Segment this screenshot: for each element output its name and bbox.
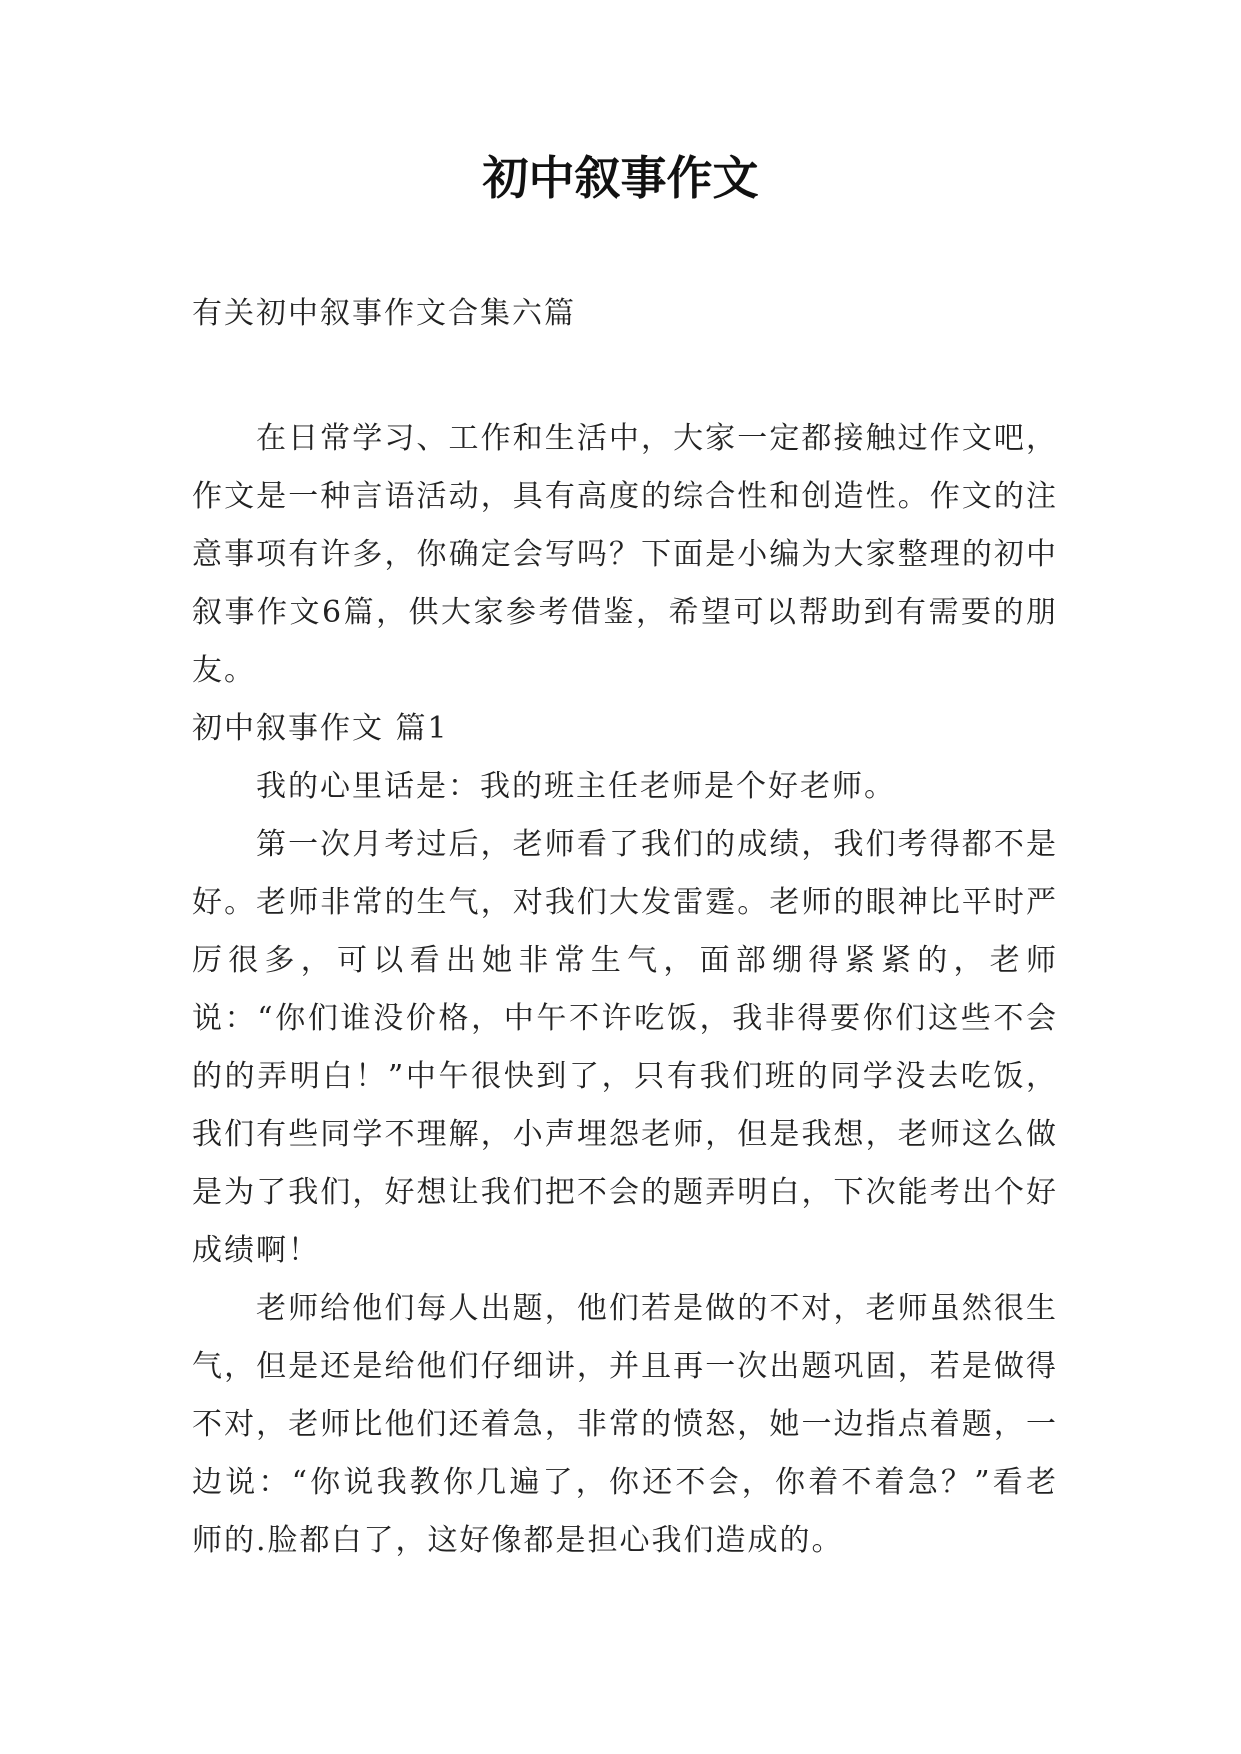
intro-paragraph: 在日常学习、工作和生活中，大家一定都接触过作文吧，作文是一种言语活动，具有高度的综合性和创造性。作文的注意事项有许多，你确定会写吗？下面是小编为大家整理的初中叙事作文6篇，供大家参考借鉴，希望可以帮助到有需要的朋友。 xyxy=(192,421,1058,688)
section-heading: 初中叙事作文 篇1 xyxy=(192,711,449,746)
body-paragraph: 第一次月考过后，老师看了我们的成绩，我们考得都不是好。老师非常的生气，对我们大发雷霆。老师的眼神比平时严厉很多，可以看出她非常生气，面部绷得紧紧的，老师说：“你们谁没价格，中午不许吃饭，我非得要你们这些不会的的弄明白！”中午很快到了，只有我们班的同学没去吃饭，我们有些同学不理解，小声埋怨老师，但是我想，老师这么做是为了我们，好想让我们把不会的题弄明白，下次能考出个好成绩啊！ xyxy=(192,827,1058,1268)
document-body xyxy=(192,410,1058,1570)
body-paragraph: 我的心里话是：我的班主任老师是个好老师。 xyxy=(256,769,896,804)
body-paragraph: 老师给他们每人出题，他们若是做的不对，老师虽然很生气，但是还是给他们仔细讲，并且再一次出题巩固，若是做得不对，老师比他们还着急，非常的愤怒，她一边指点着题，一边说：“你说我教你几遍了，你还不会，你着不着急？”看老师的.脸都白了，这好像都是担心我们造成的。 xyxy=(192,1291,1058,1558)
document-subtitle: 有关初中叙事作文合集六篇 xyxy=(192,296,576,331)
document-title: 初中叙事作文 xyxy=(482,151,759,205)
